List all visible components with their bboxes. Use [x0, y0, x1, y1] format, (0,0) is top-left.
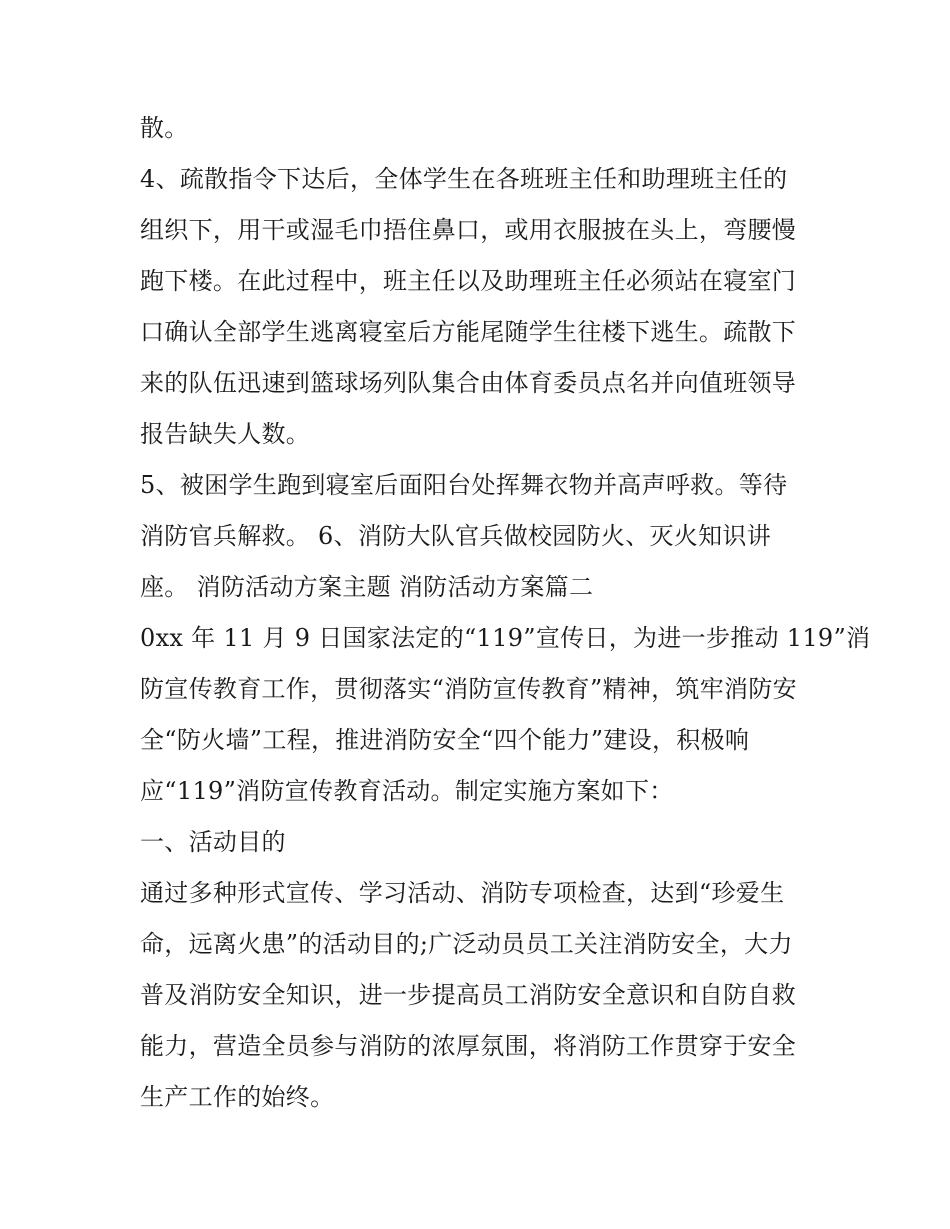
text-line: 来的队伍迅速到篮球场列队集合由体育委员点名并向值班领导: [140, 369, 797, 397]
text-line: 普及消防安全知识，进一步提高员工消防安全意识和自防自救: [140, 981, 797, 1009]
text-line: 0xx 年 11 月 9 日国家法定的“119”宣传日，为进一步推动 119”消: [140, 624, 871, 652]
text-line: 座。 消防活动方案主题 消防活动方案篇二: [140, 573, 594, 601]
text-line: 报告缺失人数。: [140, 420, 311, 448]
document-body: [140, 103, 871, 1123]
text-line: 跑下楼。在此过程中，班主任以及助理班主任必须站在寝室门: [140, 267, 797, 295]
text-line: 散。: [140, 114, 189, 142]
text-line: 能力，营造全员参与消防的浓厚氛围，将消防工作贯穿于安全: [140, 1032, 797, 1060]
text-line: 全“防火墙”工程，推进消防安全“四个能力”建设，积极响: [140, 726, 750, 754]
text-line: 4、疏散指令下达后，全体学生在各班班主任和助理班主任的: [140, 165, 788, 193]
text-line: 5、被困学生跑到寝室后面阳台处挥舞衣物并高声呼救。等待: [140, 471, 788, 499]
text-line: 应“119”消防宣传教育活动。制定实施方案如下：: [140, 777, 674, 805]
text-line: 防宣传教育工作，贯彻落实“消防宣传教育”精神，筑牢消防安: [140, 675, 797, 703]
text-line: 命，远离火患”的活动目的;广泛动员员工关注消防安全，大力: [140, 930, 793, 958]
text-line: 生产工作的始终。: [140, 1083, 335, 1111]
text-line: 组织下，用干或湿毛巾捂住鼻口，或用衣服披在头上，弯腰慢: [140, 216, 797, 244]
text-line: 通过多种形式宣传、学习活动、消防专项检查，达到“珍爱生: [140, 879, 785, 907]
section-heading: 一、活动目的: [140, 828, 286, 856]
text-line: 口确认全部学生逃离寝室后方能尾随学生往楼下逃生。疏散下: [140, 318, 797, 346]
text-line: 消防官兵解救。 6、消防大队官兵做校园防火、灭火知识讲: [140, 522, 771, 550]
